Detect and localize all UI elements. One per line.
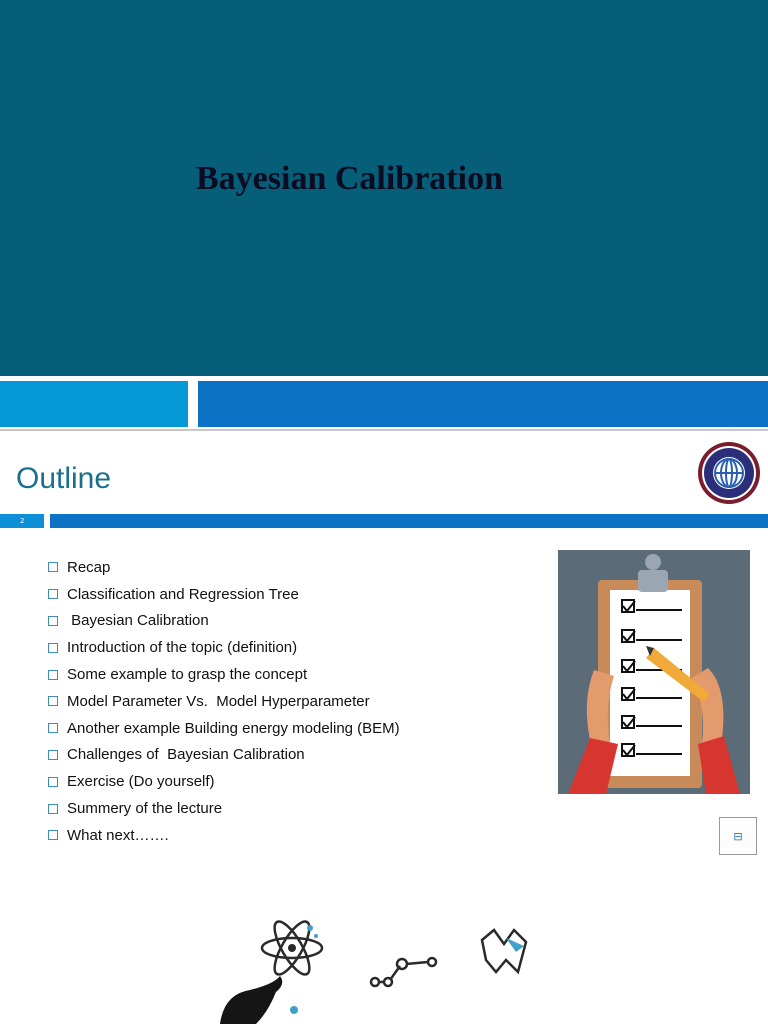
square-bullet-icon bbox=[48, 589, 58, 599]
square-bullet-icon bbox=[48, 670, 58, 680]
outline-title: Outline bbox=[16, 462, 112, 495]
square-bullet-icon bbox=[48, 723, 58, 733]
checklist-clipboard-icon bbox=[558, 550, 750, 794]
square-bullet-icon bbox=[48, 562, 58, 572]
list-item bbox=[48, 768, 400, 795]
title-slide bbox=[0, 0, 768, 376]
square-bullet-icon bbox=[48, 643, 58, 653]
list-item-label: Introduction of the topic (definition) bbox=[67, 639, 298, 657]
square-bullet-icon bbox=[48, 750, 58, 760]
square-bullet-icon bbox=[48, 804, 58, 814]
list-item-label: Bayesian Calibration bbox=[67, 612, 209, 630]
list-item-label: Challenges of Bayesian Calibration bbox=[67, 746, 305, 764]
list-item bbox=[48, 634, 400, 661]
university-logo-icon bbox=[697, 441, 761, 505]
page-bar-line bbox=[50, 514, 768, 528]
list-item bbox=[48, 661, 400, 688]
square-bullet-icon bbox=[48, 696, 58, 706]
slide-divider-band bbox=[0, 376, 768, 432]
list-item bbox=[48, 715, 400, 742]
slide-separator bbox=[0, 429, 768, 431]
list-item bbox=[48, 822, 400, 849]
page-number-bar bbox=[0, 514, 768, 528]
list-item-label: What next……. bbox=[67, 826, 169, 844]
list-item bbox=[48, 742, 400, 769]
list-item-label: Summery of the lecture bbox=[67, 800, 223, 818]
list-item-label: Recap bbox=[67, 558, 111, 576]
band-block-dark bbox=[198, 381, 768, 427]
outline-list bbox=[48, 554, 400, 849]
slide-nav-button[interactable]: ⊟ bbox=[719, 817, 757, 855]
band-block-light bbox=[0, 381, 188, 427]
square-bullet-icon bbox=[48, 777, 58, 787]
list-item-label: Classification and Regression Tree bbox=[67, 585, 299, 603]
list-item-label: Model Parameter Vs. Model Hyperparameter bbox=[67, 692, 370, 710]
list-item bbox=[48, 688, 400, 715]
list-item bbox=[48, 608, 400, 635]
list-item bbox=[48, 581, 400, 608]
slide-title: Bayesian Calibration bbox=[196, 160, 503, 197]
list-item-label: Another example Building energy modeling (BEM) bbox=[67, 719, 400, 737]
list-item-label: Exercise (Do yourself) bbox=[67, 773, 215, 791]
list-item-label: Some example to grasp the concept bbox=[67, 666, 308, 684]
science-doodles-icon bbox=[210, 900, 570, 1024]
square-bullet-icon bbox=[48, 830, 58, 840]
list-item bbox=[48, 554, 400, 581]
page-number: 2 bbox=[0, 514, 44, 528]
square-bullet-icon bbox=[48, 616, 58, 626]
list-item bbox=[48, 795, 400, 822]
